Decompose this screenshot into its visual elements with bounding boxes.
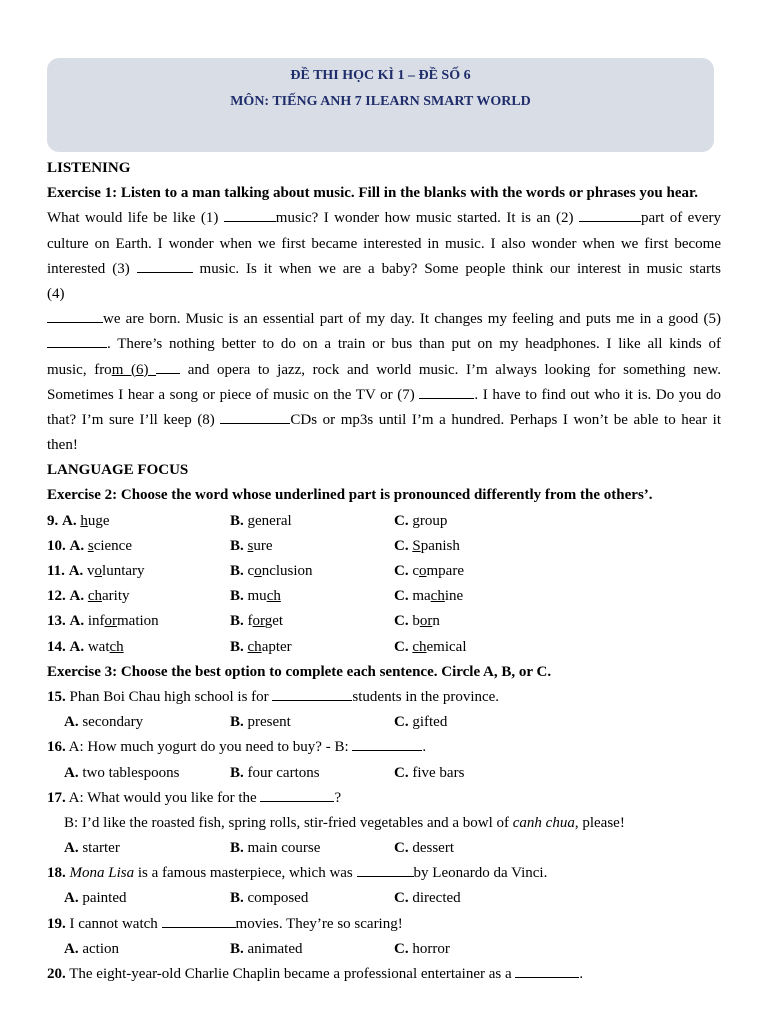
- option-letter: B.: [230, 613, 244, 630]
- passage-line-2: culture on Earth. I wonder when we first became interested in music. I also wonder when we first become: [47, 235, 721, 252]
- exercise-1-title: Exercise 1: Listen to a man talking about music. Fill in the blanks with the words or phrases you hear.: [47, 185, 699, 202]
- word-part: apter: [261, 638, 292, 655]
- option-c[interactable]: [394, 509, 447, 534]
- question-number: 12.: [47, 588, 66, 605]
- word-part: c: [247, 563, 255, 579]
- option-b[interactable]: [230, 509, 292, 534]
- word-part: mpare: [426, 563, 464, 579]
- option-letter: C.: [394, 563, 409, 579]
- exercise-2-row: [47, 584, 721, 609]
- option-a[interactable]: [47, 609, 159, 634]
- option-letter: B.: [230, 512, 244, 529]
- exercise-2-rows: [47, 509, 721, 660]
- option-letter: C.: [394, 588, 409, 605]
- option-letter: B.: [230, 563, 244, 579]
- option-a[interactable]: A. painted: [64, 890, 127, 907]
- option-a[interactable]: [47, 635, 124, 660]
- option-c[interactable]: C. horror: [394, 940, 450, 957]
- word-part: mation: [117, 613, 159, 630]
- exam-title: ĐỀ THI HỌC KÌ 1 – ĐỀ SỐ 6: [290, 68, 471, 83]
- underlined-part: ch: [430, 588, 445, 605]
- option-a[interactable]: [47, 534, 132, 559]
- word-part: ma: [412, 588, 431, 605]
- question-19: 19. I cannot watch movies. They’re so scaring!: [47, 915, 403, 932]
- option-b[interactable]: B. animated: [230, 940, 303, 957]
- word-part: emical: [426, 638, 467, 655]
- option-b[interactable]: B. main course: [230, 840, 321, 857]
- underlined-part: g: [412, 512, 420, 529]
- option-b[interactable]: [230, 559, 313, 584]
- question-20: 20. The eight-year-old Charlie Chaplin became a professional entertainer as a .: [47, 966, 584, 982]
- underlined-part: ch: [247, 638, 262, 655]
- exercise-3-title: Exercise 3: Choose the best option to complete each sentence. Circle A, B, or C.: [47, 663, 552, 680]
- passage-line-8: Sometimes I hear a song or piece of music on the TV or (7) . I have to find out who it is. Do you do: [47, 386, 721, 403]
- word-part: nclusion: [261, 563, 313, 579]
- underlined-part: S: [412, 537, 421, 554]
- word-part: b: [412, 613, 420, 630]
- question-15-options: [47, 710, 721, 735]
- question-16-options: [47, 761, 721, 786]
- passage-line-10: then!: [47, 437, 78, 454]
- word-part: mu: [247, 588, 267, 605]
- option-c[interactable]: [394, 635, 467, 660]
- exercise-2-title: Exercise 2: Choose the word whose underlined part is pronounced differently from the others’.: [47, 487, 653, 504]
- passage-line-9: that? I’m sure I’ll keep (8) CDs or mp3s until I’m a hundred. Perhaps I won’t be able to hear it: [47, 411, 721, 428]
- option-letter: A.: [62, 512, 77, 529]
- option-letter: A.: [69, 638, 85, 655]
- word-part: c: [412, 563, 420, 579]
- underlined-part: or: [419, 613, 433, 630]
- question-number: 10.: [47, 537, 66, 554]
- underlined-part: h: [80, 512, 88, 529]
- option-letter: B.: [230, 588, 244, 605]
- option-b[interactable]: B. composed: [230, 890, 309, 907]
- option-a[interactable]: A. starter: [64, 840, 120, 857]
- section-language-focus-title: LANGUAGE FOCUS: [47, 462, 189, 479]
- underlined-part: or: [252, 613, 265, 630]
- word-part: wat: [87, 638, 110, 655]
- option-c[interactable]: C. dessert: [394, 840, 454, 857]
- question-18: 18. Mona Lisa is a famous masterpiece, which was by Leonardo da Vinci.: [47, 865, 548, 882]
- subject-title: MÔN: TIẾNG ANH 7 ILEARN SMART WORLD: [230, 94, 531, 109]
- option-letter: A.: [69, 613, 85, 630]
- option-letter: A.: [69, 537, 85, 554]
- passage-line-1: What would life be like (1) music? I wonder how music started. It is an (2) part of every: [47, 210, 721, 227]
- word-part: v: [87, 563, 95, 579]
- option-b[interactable]: B. present: [230, 714, 291, 731]
- option-letter: C.: [394, 613, 409, 630]
- option-a[interactable]: [47, 559, 145, 584]
- passage-line-5: we are born. Music is an essential part of my day. It changes my feeling and puts me in a good (5): [47, 307, 721, 332]
- exercise-2-row: [47, 635, 721, 660]
- option-letter: A.: [68, 563, 84, 579]
- question-17-b-line: B: I’d like the roasted fish, spring rolls, stir-fried vegetables and a bowl of canh chua, please!: [64, 814, 625, 831]
- exam-content: [47, 156, 721, 987]
- option-c[interactable]: C. five bars: [394, 764, 465, 781]
- passage-line-3: interested (3) music. Is it when we are a baby? Some people think our interest in music starts: [47, 260, 721, 277]
- question-18-options: [47, 886, 721, 911]
- question-17-options: [47, 836, 721, 861]
- option-c[interactable]: [394, 584, 463, 609]
- exercise-2-row: [47, 509, 721, 534]
- option-b[interactable]: [230, 584, 281, 609]
- question-16: 16. A: How much yogurt do you need to buy? - B: .: [47, 739, 427, 756]
- underlined-part: g: [247, 512, 256, 529]
- option-letter: C.: [394, 537, 409, 554]
- word-part: panish: [420, 537, 460, 554]
- option-b[interactable]: [230, 635, 292, 660]
- question-number: 11.: [47, 563, 65, 579]
- option-c[interactable]: C. gifted: [394, 714, 448, 731]
- exercise-2-row: [47, 609, 721, 634]
- underlined-part: ch: [266, 588, 281, 605]
- question-number: 9.: [47, 512, 59, 529]
- option-a[interactable]: [47, 584, 130, 609]
- header-box: [47, 58, 714, 152]
- underlined-part: o: [419, 563, 427, 579]
- underlined-part: ch: [109, 638, 124, 655]
- word-part: n: [432, 613, 440, 630]
- underlined-part: or: [104, 613, 118, 630]
- underlined-part: ch: [412, 638, 427, 655]
- passage-line-7: music, from (6) and opera to jazz, rock and world music. I’m always looking for something new.: [47, 361, 721, 378]
- option-a[interactable]: A. secondary: [64, 714, 144, 731]
- underlined-part: s: [247, 537, 254, 554]
- underlined-part: o: [254, 563, 262, 579]
- word-part: ine: [444, 588, 464, 605]
- option-letter: C.: [394, 638, 409, 655]
- option-c[interactable]: C. directed: [394, 890, 461, 907]
- question-number: 14.: [47, 638, 66, 655]
- option-a[interactable]: A. action: [64, 940, 119, 957]
- option-b[interactable]: [230, 609, 283, 634]
- word-part: uge: [87, 512, 110, 529]
- option-a[interactable]: A. two tablespoons: [64, 764, 180, 781]
- word-part: arity: [102, 588, 130, 605]
- section-listening-title: LISTENING: [47, 160, 131, 176]
- option-letter: A.: [69, 588, 85, 605]
- exercise-2-row: [47, 534, 721, 559]
- word-part: ure: [253, 537, 273, 554]
- word-part: get: [264, 613, 284, 630]
- underlined-part: s: [87, 537, 94, 554]
- underlined-part: ch: [87, 588, 103, 605]
- option-c[interactable]: [394, 609, 440, 634]
- option-a[interactable]: [47, 509, 110, 534]
- option-c[interactable]: [394, 534, 460, 559]
- word-part: luntary: [102, 563, 145, 579]
- option-letter: B.: [230, 537, 244, 554]
- question-number: 13.: [47, 613, 66, 630]
- option-letter: B.: [230, 638, 244, 655]
- exercise-2-row: [47, 559, 721, 584]
- question-19-options: [47, 937, 721, 962]
- word-part: roup: [419, 512, 448, 529]
- passage-line-4: (4): [47, 285, 65, 302]
- word-part: f: [247, 613, 253, 630]
- question-15: 15. Phan Boi Chau high school is for students in the province.: [47, 688, 500, 705]
- option-b[interactable]: [230, 534, 273, 559]
- option-b[interactable]: B. four cartons: [230, 764, 320, 781]
- word-part: inf: [87, 613, 105, 630]
- word-part: eneral: [255, 512, 292, 529]
- question-17: 17. A: What would you like for the ?: [47, 789, 342, 806]
- option-letter: C.: [394, 512, 409, 529]
- underlined-part: o: [94, 563, 103, 579]
- option-c[interactable]: [394, 559, 464, 584]
- passage-line-6: . There’s nothing better to do on a train or bus than put on my headphones. I like all kinds of: [47, 332, 721, 357]
- word-part: cience: [93, 537, 132, 554]
